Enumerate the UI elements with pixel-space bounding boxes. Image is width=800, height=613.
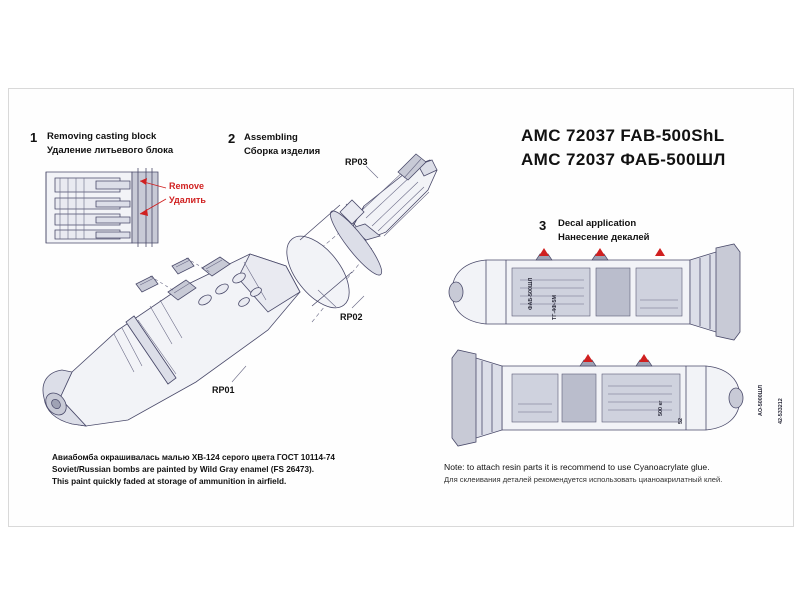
note-left-line-3: This paint quickly faded at storage of ammunition in airfield. bbox=[52, 477, 287, 486]
step-3-drawing-bottom bbox=[452, 350, 784, 446]
part-label-rp01: RP01 bbox=[212, 385, 235, 395]
decal-text-bottom-right: 500 кг bbox=[658, 400, 664, 416]
note-left-line-1: Авиабомба окрашивалась малью ХВ-124 серого цвета ГОСТ 10114-74 bbox=[52, 453, 335, 462]
part-label-rp03: RP03 bbox=[345, 157, 368, 167]
step-2-number: 2 bbox=[228, 131, 236, 146]
remove-callout-ru: Удалить bbox=[169, 195, 206, 205]
step-2-label-ru: Сборка изделия bbox=[244, 146, 321, 157]
step-3-number: 3 bbox=[539, 218, 547, 233]
kit-title-en: AMC 72037 FAB-500ShL bbox=[521, 126, 725, 145]
note-right-en: Note: to attach resin parts it is recommend to use Cyanoacrylate glue. bbox=[444, 462, 710, 472]
note-left-line-2: Soviet/Russian bombs are painted by Wild Gray enamel (FS 26473). bbox=[52, 465, 315, 474]
part-rp01-body bbox=[42, 254, 300, 426]
step-3-drawing-top bbox=[449, 244, 800, 340]
leader-rp01 bbox=[232, 366, 246, 382]
step-1-drawing bbox=[46, 168, 166, 247]
decal-text-top-left: ФАБ-500ШЛ bbox=[528, 277, 534, 310]
decal-text-bottom-left-2: 42-533212 bbox=[778, 398, 784, 424]
step-1-number: 1 bbox=[30, 130, 38, 145]
step-3-label-ru: Нанесение декалей bbox=[558, 232, 650, 243]
remove-callout-en: Remove bbox=[169, 181, 205, 191]
decal-text-bottom-left: АО-5000ШЛ bbox=[758, 384, 764, 416]
note-right-ru: Для склеивания деталей рекомендуется использовать цианоакрилатный клей. bbox=[444, 475, 723, 484]
decal-text-top-left-2: ТГ-4Ф-5М bbox=[552, 294, 558, 320]
leader-rp02 bbox=[352, 296, 364, 308]
part-label-rp02: RP02 bbox=[340, 312, 363, 322]
kit-title-ru: AMC 72037 ФАБ-500ШЛ bbox=[521, 150, 726, 169]
step-2-label-en: Assembling bbox=[244, 132, 298, 143]
step-1-label-en: Removing casting block bbox=[47, 131, 157, 142]
step-3-label-en: Decal application bbox=[558, 218, 637, 229]
step-1-label-ru: Удаление литьевого блока bbox=[47, 145, 174, 156]
decal-text-bottom-right-2: 52 bbox=[678, 418, 684, 424]
leader-rp03 bbox=[366, 166, 378, 178]
